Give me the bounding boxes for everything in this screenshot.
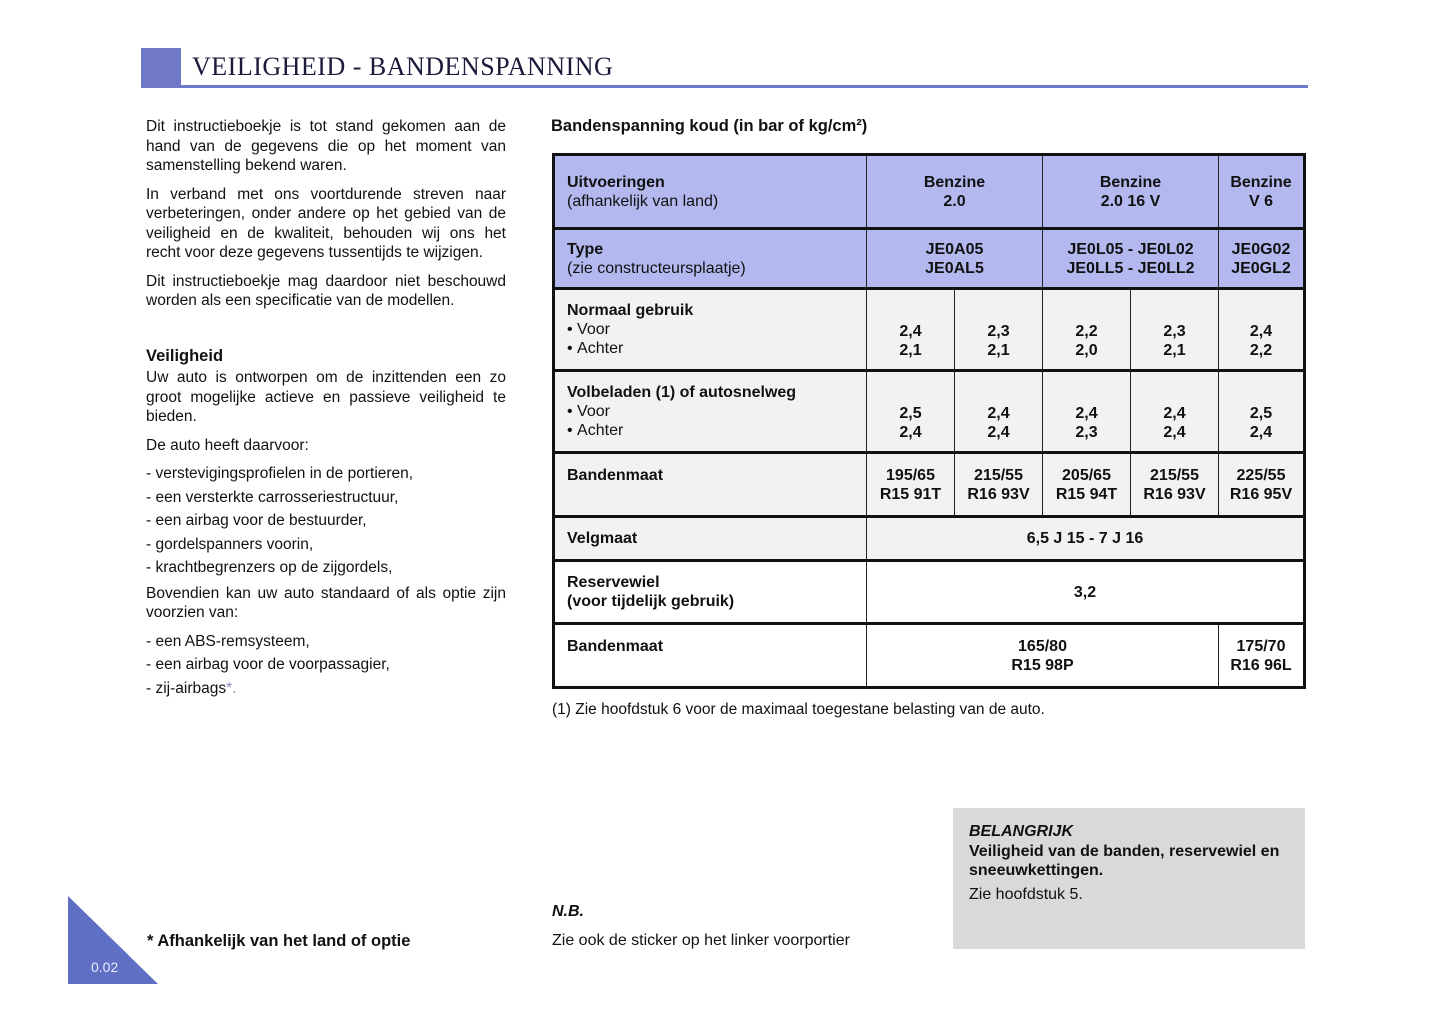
nb-text: Zie ook de sticker op het linker voorportier <box>552 932 850 949</box>
version-line: V 6 <box>1248 192 1273 210</box>
page-number: 0.02 <box>91 959 119 975</box>
table-row <box>554 453 1305 517</box>
list-item: - een airbag voor de bestuurder, <box>146 512 367 529</box>
tire-size-cell <box>955 453 1043 517</box>
front-pressure: 2,2 <box>1075 323 1098 340</box>
intro-paragraph-2: In verband met ons voortdurende streven naar verbeteringen, onder andere op het gebied van de veiligheid en de kwaliteit, behouden wij ons het recht voor deze gegevens tussentijds te wijzigen. <box>146 185 506 261</box>
front-label: • Voor <box>567 402 866 421</box>
tire-size-label-cell <box>554 453 867 517</box>
tire-size-line: R16 95V <box>1229 485 1293 503</box>
tire-size-line: R16 93V <box>1143 485 1206 503</box>
type-code: JE0L05 - JE0L02 <box>1067 240 1194 258</box>
table-footnote: (1) Zie hoofdstuk 6 voor de maximaal toegestane belasting van de auto. <box>552 701 1045 718</box>
type-label: Type <box>567 240 604 258</box>
spare-size-line: 165/80 <box>1018 637 1067 655</box>
tire-size-line: R16 93V <box>967 485 1030 503</box>
important-label: BELANGRIJK <box>969 823 1074 840</box>
pressure-cell <box>867 289 955 371</box>
version-line: 2.0 <box>943 192 966 210</box>
intro-paragraph-1: Dit instructieboekje is tot stand gekomen aan de hand van de gegevens die op het moment van samenstelling bekend waren. <box>146 118 506 174</box>
type-code: JE0G02 <box>1231 240 1291 258</box>
type-label-cell <box>554 229 867 289</box>
type-cell <box>1043 229 1219 289</box>
front-pressure: 2,4 <box>899 323 922 340</box>
pressure-cell <box>1043 371 1131 453</box>
intro-paragraph-3: Dit instructieboekje mag daardoor niet beschouwd worden als een specificatie van de modellen. <box>146 272 506 309</box>
rear-label: • Achter <box>567 421 866 440</box>
optional-features-list <box>146 632 506 699</box>
pressure-cell <box>1131 289 1219 371</box>
pressure-cell <box>1219 371 1305 453</box>
rear-pressure: 2,1 <box>899 342 922 359</box>
rim-size-cell: 6,5 J 15 - 7 J 16 <box>867 517 1305 561</box>
rear-pressure: 2,4 <box>899 424 922 441</box>
pressure-cell <box>1043 289 1131 371</box>
left-column <box>146 117 506 704</box>
tire-pressure-table <box>552 153 1306 689</box>
rear-pressure: 2,0 <box>1075 342 1098 359</box>
type-code: JE0A05 <box>925 240 984 258</box>
versions-label-cell <box>554 155 867 229</box>
version-cell <box>1043 155 1219 229</box>
list-item: - een versterkte carrosseriestructuur, <box>146 488 399 506</box>
spare-size-line: R15 98P <box>1011 656 1074 674</box>
front-pressure: 2,4 <box>1163 405 1186 422</box>
spare-size-cell <box>867 624 1219 688</box>
spare-size-v6-cell <box>1219 624 1305 688</box>
safety-paragraph-2: De auto heeft daarvoor: <box>146 436 309 454</box>
safety-paragraph-3: Bovendien kan uw auto standaard of als optie zijn voorzien van: <box>146 584 506 621</box>
table-row <box>554 561 1305 624</box>
rear-pressure: 2,2 <box>1249 342 1273 359</box>
versions-sublabel: (afhankelijk van land) <box>567 192 719 210</box>
rear-label: • Achter <box>567 339 866 358</box>
spare-size-line: R16 96L <box>1230 656 1292 674</box>
tire-size-cell <box>867 453 955 517</box>
list-item-text: - zij-airbags <box>146 679 227 697</box>
asterisk-mark: *. <box>226 679 237 697</box>
front-pressure: 2,3 <box>987 323 1010 340</box>
tire-size-line: 205/65 <box>1062 466 1111 484</box>
list-item <box>146 679 506 699</box>
front-pressure: 2,4 <box>1249 323 1273 340</box>
spare-label: Reservewiel <box>567 574 660 591</box>
pressure-cell <box>1131 371 1219 453</box>
spare-pressure-cell: 3,2 <box>867 561 1305 624</box>
type-code: JE0AL5 <box>925 259 984 277</box>
spare-sublabel: (voor tijdelijk gebruik) <box>567 593 735 610</box>
table-title: Bandenspanning koud (in bar of kg/cm²) <box>551 117 868 135</box>
list-item: - verstevigingsprofielen in de portieren, <box>146 465 414 482</box>
table-row <box>554 624 1305 688</box>
list-item: - krachtbegrenzers op de zijgordels, <box>146 559 393 576</box>
table-row <box>554 155 1305 229</box>
front-pressure: 2,3 <box>1163 323 1186 340</box>
tire-size-line: R15 91T <box>879 485 942 503</box>
page-title: VEILIGHEID - BANDENSPANNING <box>192 52 614 81</box>
rear-pressure: 2,1 <box>987 342 1010 359</box>
rim-label: Velgmaat <box>567 530 638 547</box>
tire-size-cell <box>1043 453 1131 517</box>
tire-size-cell <box>1131 453 1219 517</box>
type-cell <box>1219 229 1305 289</box>
version-line: Benzine <box>1230 173 1292 191</box>
pressure-cell <box>955 371 1043 453</box>
table-row <box>554 229 1305 289</box>
tire-size-line: 215/55 <box>974 466 1023 484</box>
version-line: Benzine <box>1099 173 1162 191</box>
front-pressure: 2,4 <box>987 405 1010 422</box>
pressure-cell <box>867 371 955 453</box>
type-sublabel: (zie constructeursplaatje) <box>567 259 746 277</box>
tire-size-label: Bandenmaat <box>567 467 664 484</box>
normal-use-label-cell <box>554 289 867 371</box>
rim-label-cell <box>554 517 867 561</box>
versions-label: Uitvoeringen <box>567 173 665 191</box>
spare-size-label: Bandenmaat <box>567 638 664 655</box>
important-note-box <box>953 808 1305 949</box>
list-item: - gordelspanners voorin, <box>146 535 314 553</box>
front-pressure: 2,5 <box>1249 405 1273 422</box>
tire-size-line: 215/55 <box>1150 466 1199 484</box>
rear-pressure: 2,4 <box>987 424 1010 441</box>
front-label: • Voor <box>567 320 866 339</box>
spare-label-cell <box>554 561 867 624</box>
rear-pressure: 2,1 <box>1163 342 1186 359</box>
type-code: JE0LL5 - JE0LL2 <box>1066 259 1195 277</box>
pressure-cell <box>955 289 1043 371</box>
safety-paragraph-1: Uw auto is ontworpen om de inzittenden een zo groot mogelijke actieve en passieve veiligheid te bieden. <box>146 369 506 425</box>
header-rule <box>181 85 1308 88</box>
version-line: Benzine <box>923 173 986 191</box>
front-pressure: 2,5 <box>899 405 922 422</box>
important-text: Veiligheid van de banden, reservewiel en sneeuwkettingen. <box>969 842 1280 879</box>
version-cell <box>1219 155 1305 229</box>
loaded-label-cell <box>554 371 867 453</box>
header-color-block <box>141 48 181 88</box>
front-pressure: 2,4 <box>1075 405 1098 422</box>
spare-size-label-cell <box>554 624 867 688</box>
spare-size-line: 175/70 <box>1236 637 1286 655</box>
table-row <box>554 517 1305 561</box>
tire-size-line: 225/55 <box>1236 466 1286 484</box>
safety-heading: Veiligheid <box>146 346 224 365</box>
footer-note: * Afhankelijk van het land of optie <box>147 932 411 950</box>
tire-size-line: 195/65 <box>886 466 935 484</box>
important-reference: Zie hoofdstuk 5. <box>969 885 1083 903</box>
version-cell <box>867 155 1043 229</box>
normal-use-label: Normaal gebruik <box>567 302 694 319</box>
rear-pressure: 2,3 <box>1075 424 1098 441</box>
rear-pressure: 2,4 <box>1249 424 1273 441</box>
table-row <box>554 371 1305 453</box>
list-item: - een airbag voor de voorpassagier, <box>146 656 390 673</box>
loaded-label: Volbeladen (1) of autosnelweg <box>567 384 797 401</box>
tire-size-line: R15 94T <box>1055 485 1118 503</box>
list-item: - een ABS-remsysteem, <box>146 632 310 650</box>
type-cell <box>867 229 1043 289</box>
version-line: 2.0 16 V <box>1100 192 1161 210</box>
type-code: JE0GL2 <box>1231 259 1291 277</box>
pressure-cell <box>1219 289 1305 371</box>
safety-features-list <box>146 464 506 578</box>
rear-pressure: 2,4 <box>1163 424 1186 441</box>
tire-size-cell <box>1219 453 1305 517</box>
nb-label: N.B. <box>552 903 584 920</box>
table-row <box>554 289 1305 371</box>
